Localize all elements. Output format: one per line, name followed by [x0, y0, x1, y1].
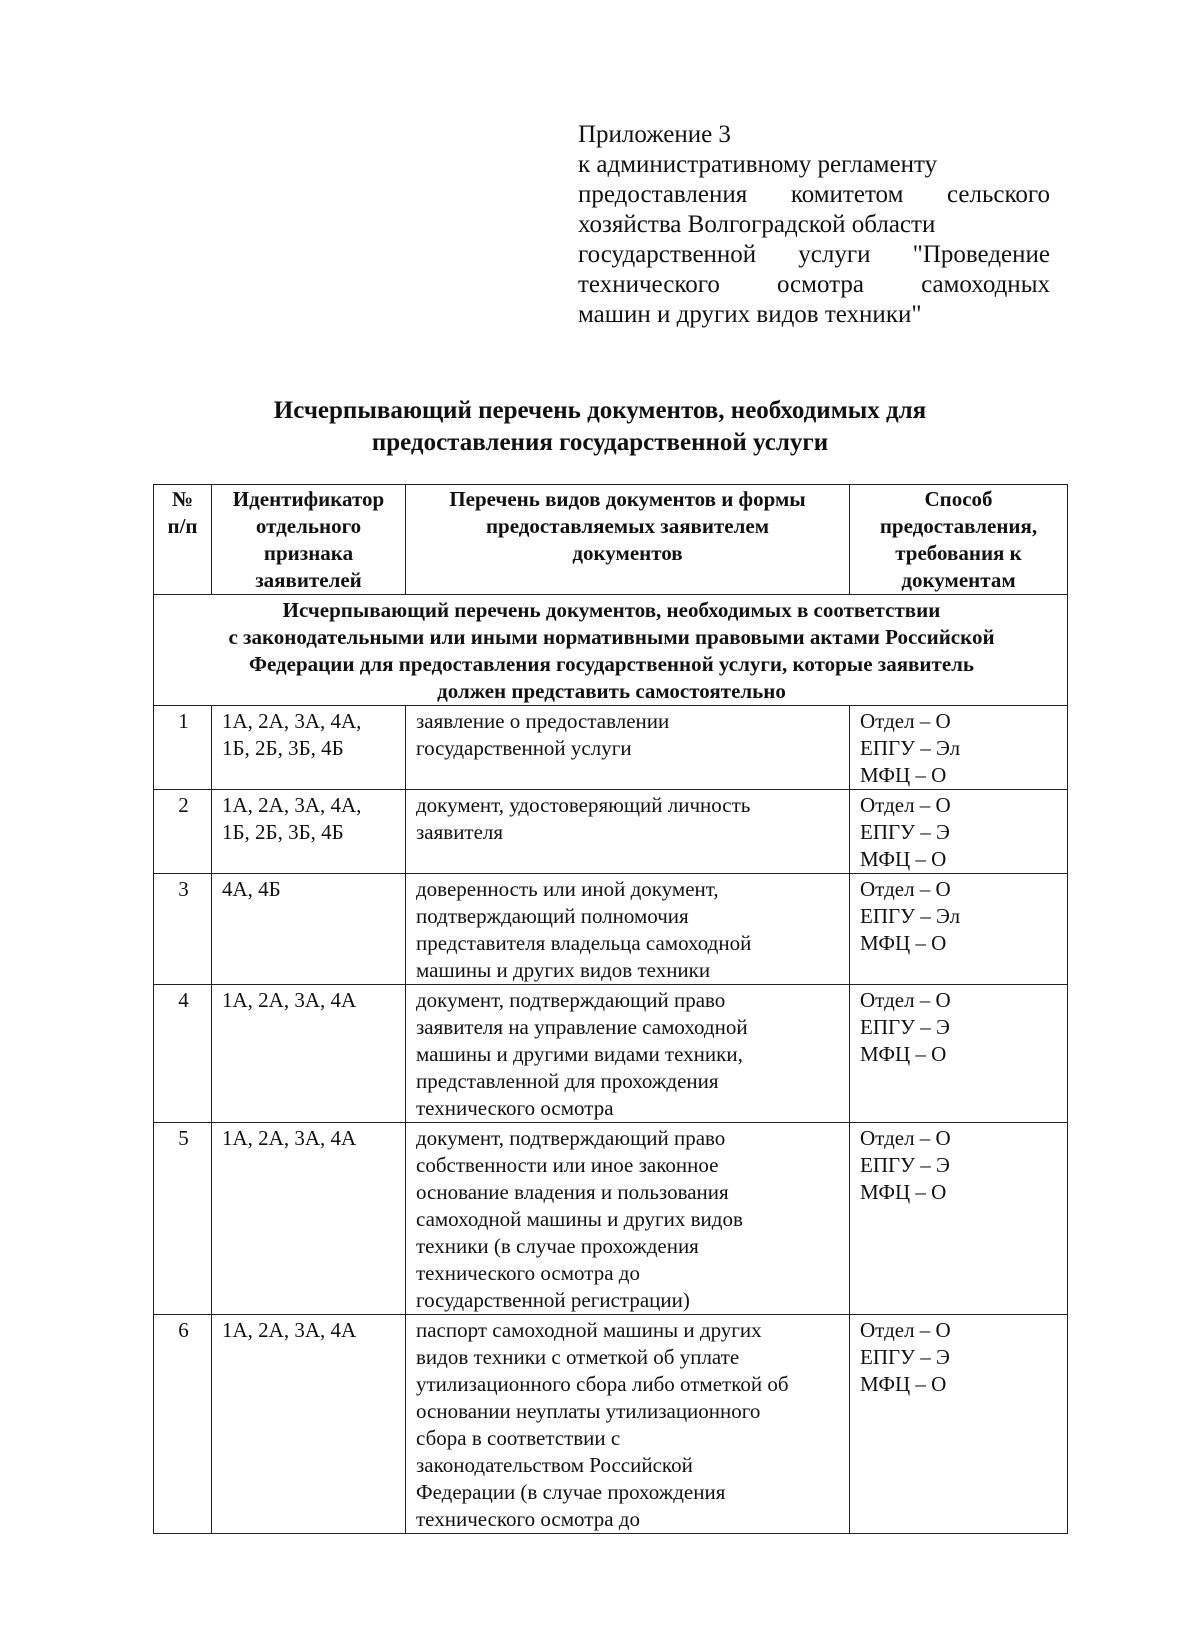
document-line: подтверждающий полномочия — [416, 904, 689, 928]
appendix-line: технического осмотра самоходных — [578, 271, 1050, 298]
identifier-line: 1А, 2А, 3А, 4А — [222, 1126, 357, 1150]
row-number: 4 — [154, 985, 212, 1123]
header-identifier — [212, 485, 406, 595]
header-method — [850, 485, 1068, 595]
row-identifiers — [212, 985, 406, 1123]
document-line: государственной регистрации) — [416, 1288, 690, 1312]
method-line: МФЦ – О — [860, 763, 947, 787]
row-number: 1 — [154, 706, 212, 790]
appendix-line: государственной услуги "Проведение — [578, 241, 1050, 268]
title-line: предоставления государственной услуги — [371, 429, 829, 456]
identifier-line: 1А, 2А, 3А, 4А, — [222, 709, 362, 733]
identifier-line: 1А, 2А, 3А, 4А — [222, 988, 357, 1012]
section-heading — [154, 595, 1068, 706]
row-identifiers — [212, 790, 406, 874]
document-line: самоходной машины и других видов — [416, 1207, 743, 1231]
document-line: техники (в случае прохождения — [416, 1234, 699, 1258]
documents-table — [153, 484, 1068, 1534]
appendix-line: к административному регламенту — [578, 151, 938, 178]
document-line: технического осмотра до — [416, 1507, 640, 1531]
identifier-line: 4А, 4Б — [222, 877, 281, 901]
section-line: с законодательными или иными нормативными правовыми актами Российской — [228, 625, 995, 649]
table-row — [154, 706, 1068, 790]
header-line: требования к — [895, 541, 1022, 565]
document-line: заявителя — [416, 820, 504, 844]
method-line: Отдел – О — [860, 1126, 951, 1150]
document-line: технического осмотра до — [416, 1261, 640, 1285]
method-line: ЕПГУ – Э — [860, 820, 950, 844]
document-line: паспорт самоходной машины и других — [416, 1318, 762, 1342]
document-line: основании неуплаты утилизационного — [416, 1399, 761, 1423]
method-line: МФЦ – О — [860, 1180, 947, 1204]
identifier-line: 1Б, 2Б, 3Б, 4Б — [222, 736, 344, 760]
header-line: отдельного — [255, 514, 362, 538]
row-number: 6 — [154, 1315, 212, 1534]
document-line: Федерации (в случае прохождения — [416, 1480, 726, 1504]
document-line: основание владения и пользования — [416, 1180, 729, 1204]
appendix-line: предоставления комитетом сельского — [578, 181, 1050, 208]
header-line: документов — [572, 541, 683, 565]
document-line: видов техники с отметкой об уплате — [416, 1345, 740, 1369]
row-document — [406, 874, 850, 985]
row-identifiers — [212, 1123, 406, 1315]
table-row — [154, 874, 1068, 985]
title-line: Исчерпывающий перечень документов, необходимых для — [273, 397, 927, 424]
table-row — [154, 985, 1068, 1123]
section-line: Федерации для предоставления государственной услуги, которые заявитель — [248, 652, 975, 676]
method-line: МФЦ – О — [860, 847, 947, 871]
row-methods — [850, 1123, 1068, 1315]
document-line: документ, подтверждающий право — [416, 988, 726, 1012]
document-line: заявление о предоставлении — [416, 709, 670, 733]
row-identifiers — [212, 874, 406, 985]
header-line: Идентификатор — [232, 487, 385, 511]
document-line: утилизационного сбора либо отметкой об — [416, 1372, 789, 1396]
row-document — [406, 1315, 850, 1534]
table-row — [154, 1315, 1068, 1534]
method-line: Отдел – О — [860, 793, 951, 817]
document-line: государственной услуги — [416, 736, 632, 760]
row-number: 3 — [154, 874, 212, 985]
row-methods — [850, 790, 1068, 874]
table-rows — [154, 706, 1068, 1534]
section-line: должен представить самостоятельно — [437, 679, 786, 703]
row-number: 5 — [154, 1123, 212, 1315]
method-line: ЕПГУ – Э — [860, 1345, 950, 1369]
row-identifiers — [212, 706, 406, 790]
header-documents — [406, 485, 850, 595]
header-line: Способ — [924, 487, 993, 511]
method-line: Отдел – О — [860, 709, 951, 733]
table-row — [154, 790, 1068, 874]
row-identifiers — [212, 1315, 406, 1534]
method-line: ЕПГУ – Э — [860, 1153, 950, 1177]
method-line: ЕПГУ – Эл — [860, 904, 961, 928]
header-line: признака — [263, 541, 354, 565]
table-row — [154, 1123, 1068, 1315]
header-number — [154, 485, 212, 595]
document-line: законодательством Российской — [416, 1453, 693, 1477]
identifier-line: 1А, 2А, 3А, 4А — [222, 1318, 357, 1342]
appendix-line: машин и других видов техники" — [578, 301, 922, 328]
row-document — [406, 985, 850, 1123]
table-header-row — [154, 485, 1068, 595]
header-line: Перечень видов документов и формы — [449, 487, 806, 511]
header-line: заявителей — [255, 568, 362, 592]
method-line: МФЦ – О — [860, 1042, 947, 1066]
section-row — [154, 595, 1068, 706]
row-document — [406, 1123, 850, 1315]
document-line: доверенность или иной документ, — [416, 877, 719, 901]
row-methods — [850, 874, 1068, 985]
method-line: ЕПГУ – Эл — [860, 736, 961, 760]
method-line: Отдел – О — [860, 988, 951, 1012]
document-line: документ, удостоверяющий личность — [416, 793, 751, 817]
header-line: № — [171, 487, 194, 511]
document-line: машины и другими видами техники, — [416, 1042, 743, 1066]
row-methods — [850, 706, 1068, 790]
appendix-header — [578, 120, 1050, 330]
method-line: ЕПГУ – Э — [860, 1015, 950, 1039]
document-line: технического осмотра — [416, 1096, 614, 1120]
document-line: представленной для прохождения — [416, 1069, 719, 1093]
row-number: 2 — [154, 790, 212, 874]
method-line: МФЦ – О — [860, 1372, 947, 1396]
method-line: Отдел – О — [860, 1318, 951, 1342]
header-line: предоставляемых заявителем — [485, 514, 770, 538]
document-line: представителя владельца самоходной — [416, 931, 752, 955]
identifier-line: 1Б, 2Б, 3Б, 4Б — [222, 820, 344, 844]
document-line: сбора в соответствии с — [416, 1426, 621, 1450]
document-line: собственности или иное законное — [416, 1153, 719, 1177]
method-line: МФЦ – О — [860, 931, 947, 955]
section-line: Исчерпывающий перечень документов, необходимых в соответствии — [282, 598, 941, 622]
document-line: заявителя на управление самоходной — [416, 1015, 748, 1039]
row-document — [406, 790, 850, 874]
header-line: документам — [901, 568, 1016, 592]
row-methods — [850, 1315, 1068, 1534]
header-line: предоставления, — [879, 514, 1038, 538]
row-document — [406, 706, 850, 790]
header-line: п/п — [167, 514, 198, 538]
document-title — [150, 395, 1050, 459]
row-methods — [850, 985, 1068, 1123]
appendix-line: хозяйства Волгоградской области — [578, 211, 936, 238]
document-line: документ, подтверждающий право — [416, 1126, 726, 1150]
identifier-line: 1А, 2А, 3А, 4А, — [222, 793, 362, 817]
appendix-line: Приложение 3 — [578, 121, 731, 148]
method-line: Отдел – О — [860, 877, 951, 901]
document-line: машины и других видов техники — [416, 958, 711, 982]
